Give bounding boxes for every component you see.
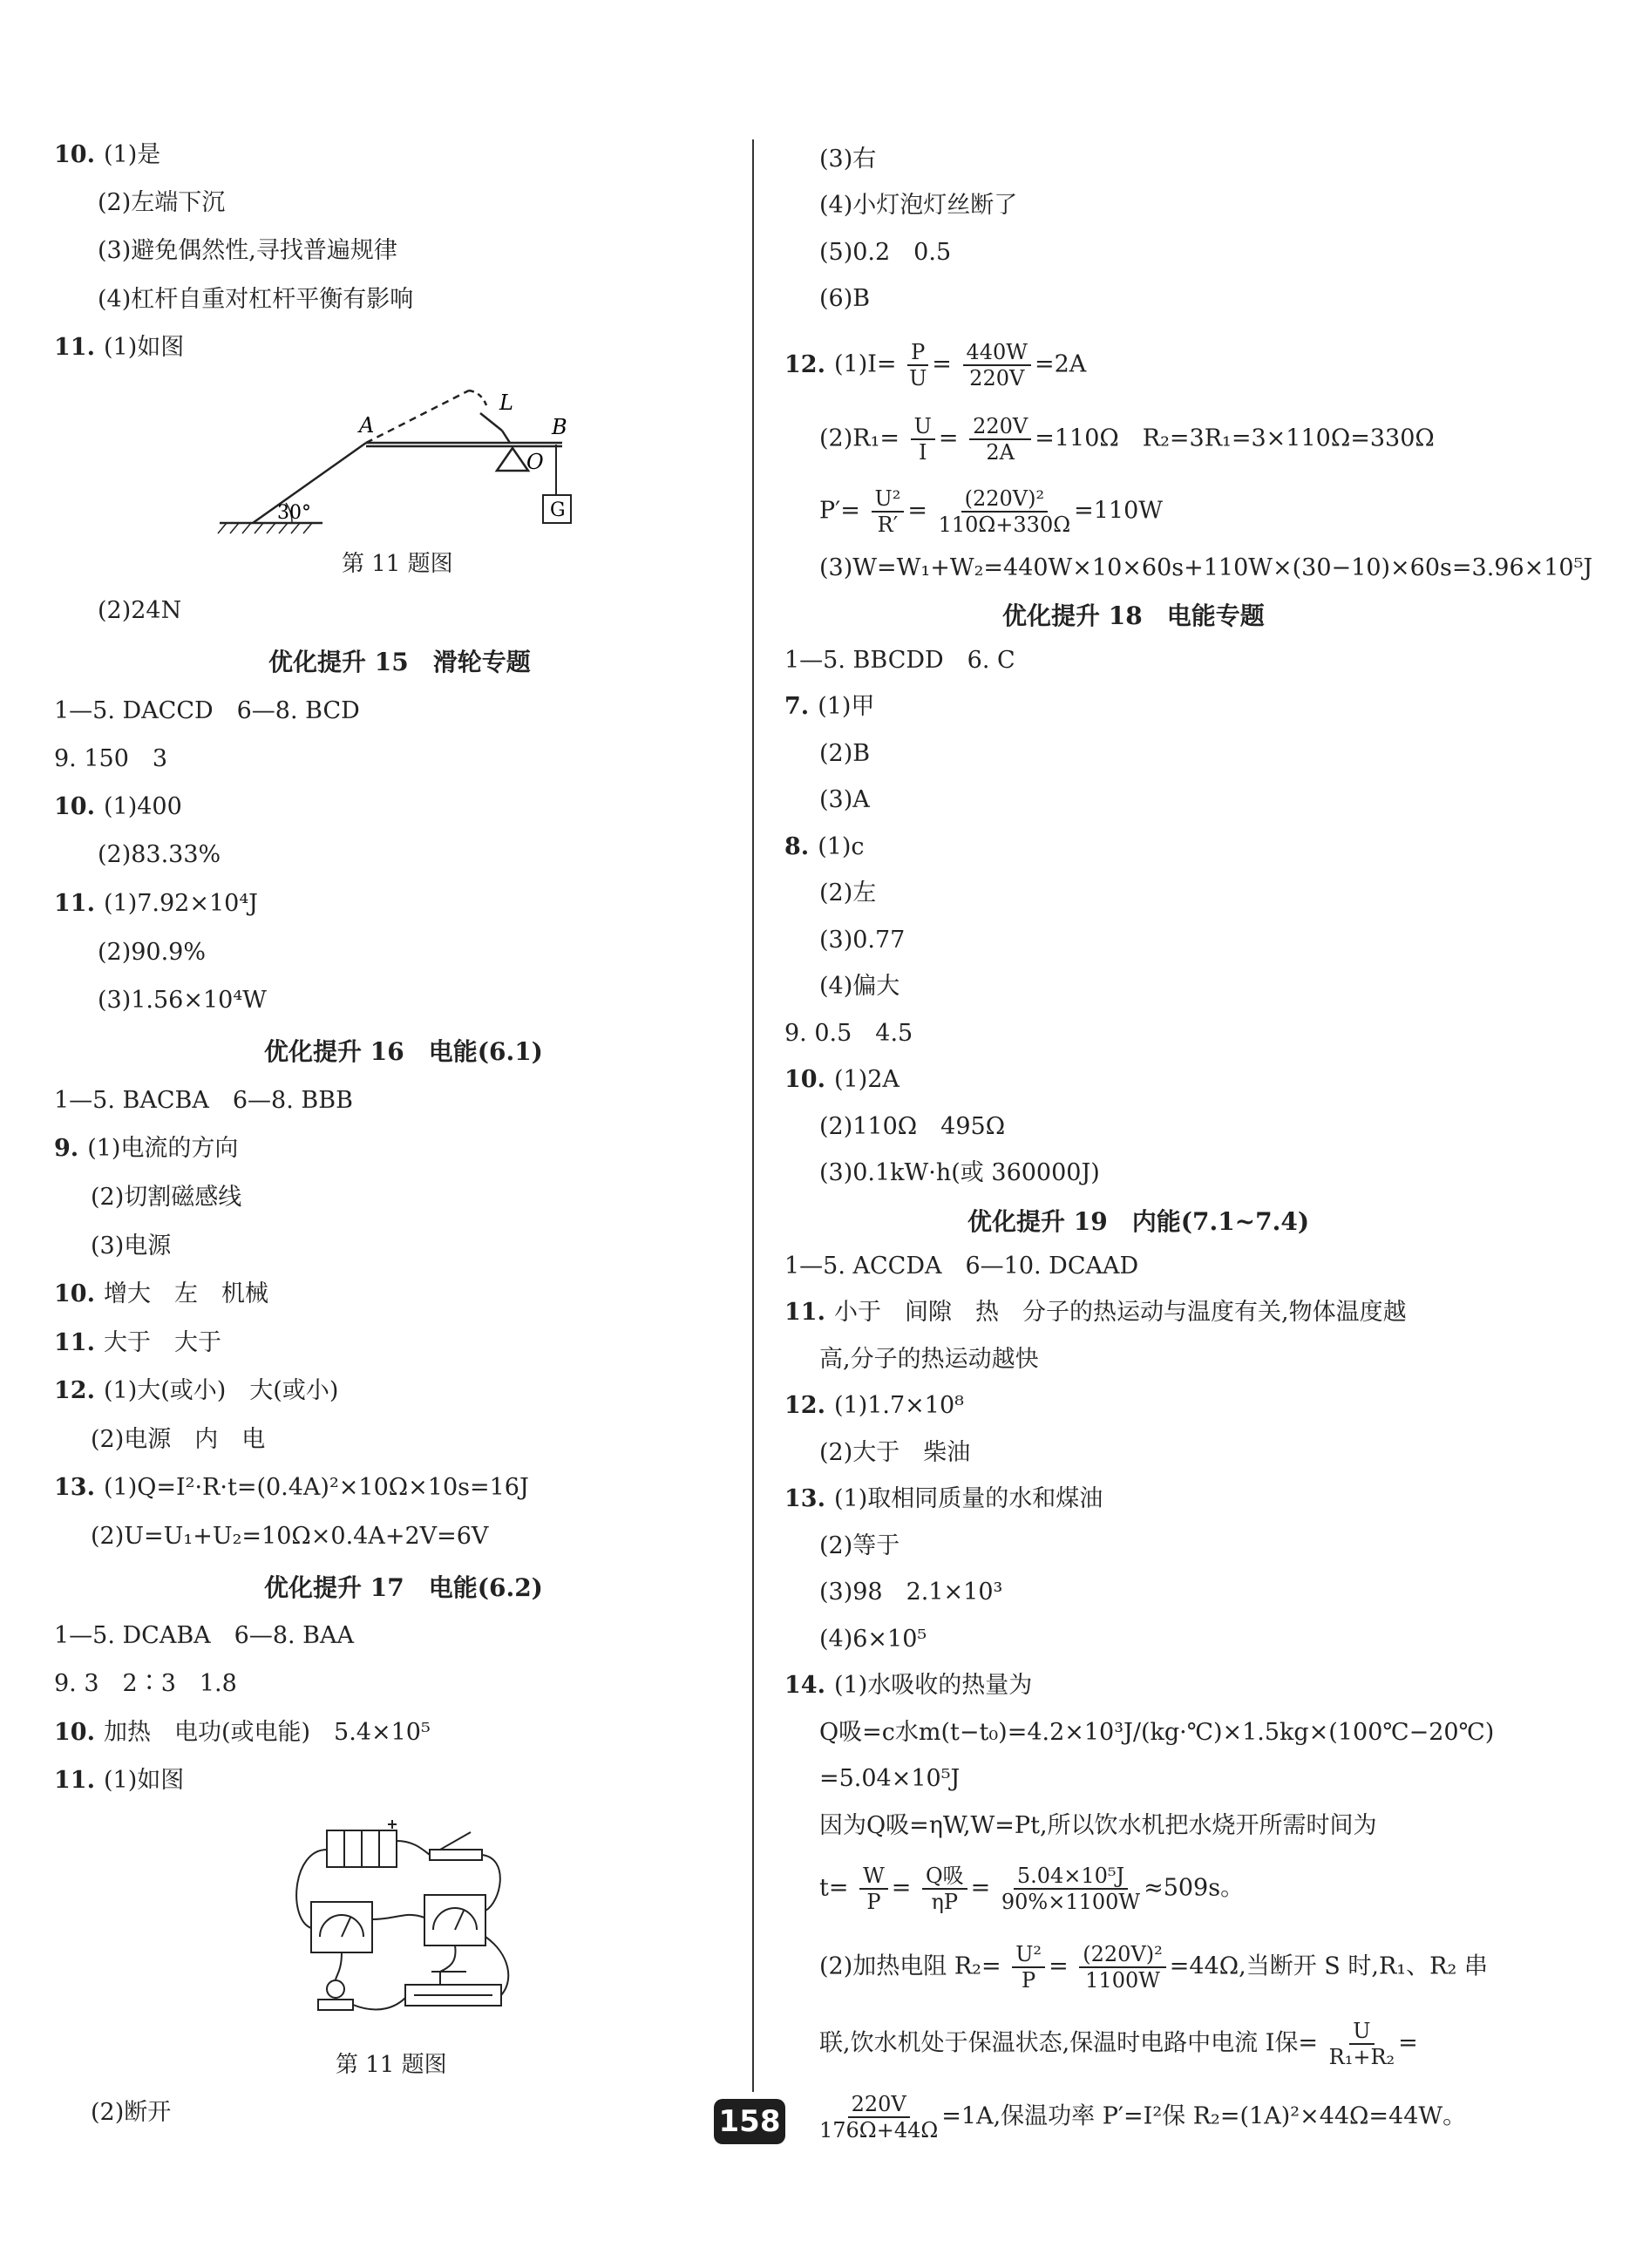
s18-q8-a: 8. (1)c xyxy=(784,833,865,860)
s19-q11-b: 高,分子的热运动越快 xyxy=(819,1346,1039,1373)
page-number: 158 xyxy=(714,2099,785,2144)
top-line-b: (4)小灯泡灯丝断了 xyxy=(819,192,1018,219)
s15-q9: 9. 150 3 xyxy=(54,745,168,772)
s17-choice-answers: 1—5. DCABA 6—8. BAA xyxy=(54,1622,355,1649)
s16-q12-a: 12. (1)大(或小) 大(或小) xyxy=(54,1377,339,1404)
s19-q14-h: $\frac{220V}{176\Omega+44\Omega}$ =1A,保温功率 P′=I²保 R₂=(1A)²×44Ω=44W。 xyxy=(819,2092,1467,2142)
s18-q7-a: 7. (1)甲 xyxy=(784,693,875,720)
s18-q10-b: (2)110Ω 495Ω xyxy=(819,1113,1006,1140)
section-19-title: 优化提升 19 内能(7.1~7.4) xyxy=(967,1207,1310,1236)
section-15-title: 优化提升 15 滑轮专题 xyxy=(268,648,531,676)
lever-figure xyxy=(209,375,584,536)
s16-q11: 11. 大于 大于 xyxy=(54,1329,221,1356)
section-17-title: 优化提升 17 电能(6.2) xyxy=(264,1573,543,1602)
s19-q14-g: 联,饮水机处于保温状态,保温时电路中电流 I保= $\frac{U}{\text{R₁+R₂}}$ = xyxy=(819,2019,1418,2069)
q10-line-d: (4)杠杆自重对杠杆平衡有影响 xyxy=(98,286,414,313)
label-a: A xyxy=(359,413,375,438)
top-line-c: (5)0.2 0.5 xyxy=(819,239,952,266)
q12-line-d: (3)W=W₁+W₂=440W×10×60s+110W×(30−10)×60s=3.96×10⁵J xyxy=(819,554,1593,581)
s15-q10-b: (2)83.33% xyxy=(98,841,221,868)
section-16-title: 优化提升 16 电能(6.1) xyxy=(264,1037,543,1066)
column-divider xyxy=(752,139,754,2092)
q11-line-b: (2)24N xyxy=(98,597,182,624)
s15-q11-c: (3)1.56×10⁴W xyxy=(98,987,267,1014)
s19-choice-answers: 1—5. ACCDA 6—10. DCAAD xyxy=(784,1253,1139,1280)
section-18-title: 优化提升 18 电能专题 xyxy=(1002,601,1265,630)
figure-caption-11a: 第 11 题图 xyxy=(342,551,453,577)
s15-q11-b: (2)90.9% xyxy=(98,939,207,966)
s16-q13-b: (2)U=U₁+U₂=10Ω×0.4A+2V=6V xyxy=(91,1523,489,1550)
label-angle: 30° xyxy=(277,502,311,524)
s16-q10: 10. 增大 左 机械 xyxy=(54,1280,268,1307)
q12-line-a: 12. (1)I= $\frac{P}{U}$ = $\frac{440W}{220V}$ =2A xyxy=(784,340,1087,390)
s16-q12-b: (2)电源 内 电 xyxy=(91,1426,266,1453)
s15-q11-a: 11. (1)7.92×10⁴J xyxy=(54,890,258,917)
q10-line-c: (3)避免偶然性,寻找普遍规律 xyxy=(98,237,397,264)
s18-q8-d: (4)偏大 xyxy=(819,973,900,1000)
s17-q9: 9. 3 2∶3 1.8 xyxy=(54,1670,237,1697)
s19-q13-d: (4)6×10⁵ xyxy=(819,1626,927,1653)
s16-choice-answers: 1—5. BACBA 6—8. BBB xyxy=(54,1087,353,1114)
s17-q11-a: 11. (1)如图 xyxy=(54,1767,185,1794)
s18-q7-c: (3)A xyxy=(819,786,870,813)
s19-q14-e: t= $\frac{W}{P}$ = $\frac{\text{Q吸}}{\eta P}$ = $\frac{\text{5.04×10⁵J}}{90\%\times 1100W}$ ≈509s。 xyxy=(819,1864,1245,1914)
q10-line-b: (2)左端下沉 xyxy=(98,189,226,216)
s19-q14-b: Q吸=c水m(t−t₀)=4.2×10³J/(kg·℃)×1.5kg×(100℃−20℃) xyxy=(819,1719,1495,1746)
s18-q7-b: (2)B xyxy=(819,740,871,767)
s19-q14-f: (2)加热电阻 R₂= $\frac{\text{U²}}{P}$ = $\frac{\text{(220V)²}}{1100W}$ =44Ω,当断开 S 时,R₁、R₂ 串 xyxy=(819,1942,1488,1993)
circuit-figure xyxy=(292,1815,519,2033)
s15-choice-answers: 1—5. DACCD 6—8. BCD xyxy=(54,697,360,724)
q11-line-a: 11. (1)如图 xyxy=(54,334,185,361)
label-g: G xyxy=(550,499,566,521)
top-line-a: (3)右 xyxy=(819,146,877,173)
s18-q8-c: (3)0.77 xyxy=(819,927,906,954)
s17-q10: 10. 加热 电功(或电能) 5.4×10⁵ xyxy=(54,1719,431,1746)
s18-q8-b: (2)左 xyxy=(819,879,877,907)
s19-q14-d: 因为Q吸=ηW,W=Pt,所以饮水机把水烧开所需时间为 xyxy=(819,1812,1377,1839)
s19-q13-a: 13. (1)取相同质量的水和煤油 xyxy=(784,1485,1103,1512)
s19-q12-b: (2)大于 柴油 xyxy=(819,1439,971,1466)
figure-caption-11b: 第 11 题图 xyxy=(336,2052,447,2078)
s16-q13-a: 13. (1)Q=I²·R·t=(0.4A)²×10Ω×10s=16J xyxy=(54,1474,529,1501)
s19-q12-a: 12. (1)1.7×10⁸ xyxy=(784,1392,964,1419)
s19-q11-a: 11. 小于 间隙 热 分子的热运动与温度有关,物体温度越 xyxy=(784,1299,1407,1326)
top-line-d: (6)B xyxy=(819,285,871,312)
s19-q13-c: (3)98 2.1×10³ xyxy=(819,1579,1003,1606)
s18-choice-answers: 1—5. BBCDD 6. C xyxy=(784,647,1015,674)
s18-q10-c: (3)0.1kW·h(或 360000J) xyxy=(819,1159,1100,1186)
s16-q9-b: (2)切割磁感线 xyxy=(91,1184,242,1211)
s19-q14-c: =5.04×10⁵J xyxy=(819,1765,961,1792)
s16-q9-c: (3)电源 xyxy=(91,1232,172,1260)
s17-q11-b: (2)断开 xyxy=(91,2099,172,2126)
label-o: O xyxy=(526,450,544,474)
s18-q9: 9. 0.5 4.5 xyxy=(784,1020,913,1047)
label-l: L xyxy=(499,390,513,415)
s18-q10-a: 10. (1)2A xyxy=(784,1066,899,1093)
q12-line-c: P′= $\frac{\text{U²}}{R'}$ = $\frac{\text{(220V)²}}{110\Omega+330\Omega}$ =110W xyxy=(819,486,1164,537)
s19-q14-a: 14. (1)水吸收的热量为 xyxy=(784,1672,1033,1699)
q12-line-b: (2)R₁= $\frac{U}{I}$ = $\frac{220V}{2A}$ =110Ω R₂=3R₁=3×110Ω=330Ω xyxy=(819,414,1435,465)
s16-q9-a: 9. (1)电流的方向 xyxy=(54,1135,239,1162)
label-b: B xyxy=(552,415,567,439)
s15-q10-a: 10. (1)400 xyxy=(54,793,182,820)
q10-line-a: 10. (1)是 xyxy=(54,141,161,168)
s19-q13-b: (2)等于 xyxy=(819,1532,900,1559)
